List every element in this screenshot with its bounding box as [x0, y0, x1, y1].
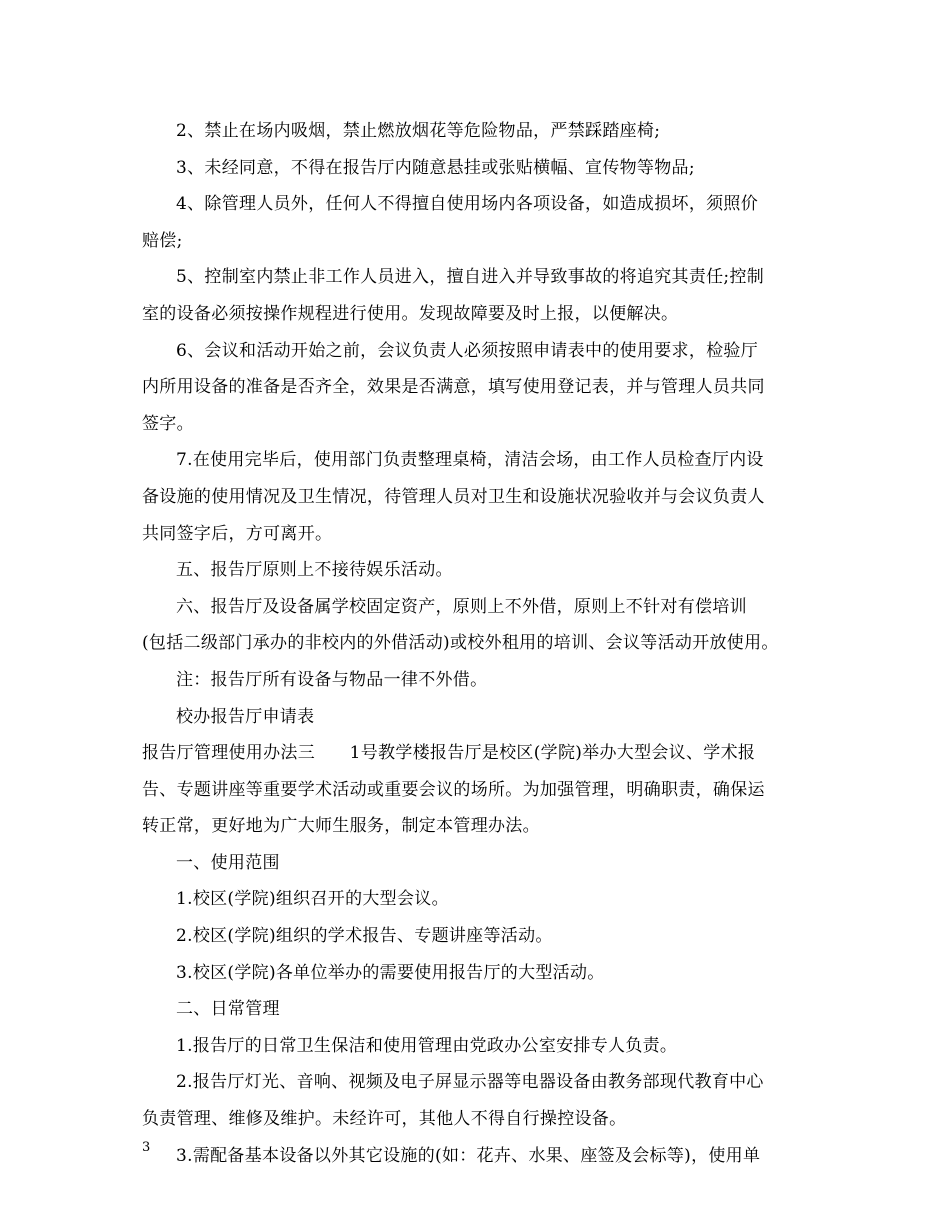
- text-line: 3.校区(学院)各单位举办的需要使用报告厅的大型活动。: [176, 962, 605, 983]
- text-line: 签字。: [142, 413, 194, 434]
- text-line: 校办报告厅申请表: [176, 706, 315, 727]
- text-line: 3、未经同意，不得在报告厅内随意悬挂或张贴横幅、宣传物等物品;: [176, 157, 695, 178]
- text-line: 1.报告厅的日常卫生保洁和使用管理由党政办公室安排专人负责。: [176, 1035, 678, 1056]
- text-line: 负责管理、维修及维护。未经许可，其他人不得自行操控设备。: [142, 1109, 627, 1130]
- text-line: 5、控制室内禁止非工作人员进入，擅自进入并导致事故的将追究其责任;控制: [176, 267, 765, 288]
- text-line: 2、禁止在场内吸烟，禁止燃放烟花等危险物品，严禁踩踏座椅;: [176, 121, 661, 141]
- text-line: 4、除管理人员外，任何人不得擅自使用场内各项设备，如造成损坏，须照价: [176, 194, 759, 215]
- text-line: 二、日常管理: [176, 999, 280, 1020]
- text-line: 7.在使用完毕后，使用部门负责整理桌椅，清洁会场，由工作人员检查厅内设: [176, 450, 764, 471]
- text-line: 注：报告厅所有设备与物品一律不外借。: [176, 669, 488, 690]
- text-line: 六、报告厅及设备属学校固定资产，原则上不外借，原则上不针对有偿培训: [176, 596, 747, 617]
- text-line: 室的设备必须按操作规程进行使用。发现故障要及时上报，以便解决。: [142, 303, 679, 324]
- text-line: 赔偿;: [142, 230, 183, 251]
- text-line: 1.校区(学院)组织召开的大型会议。: [176, 889, 449, 910]
- page-number: 3: [142, 1140, 151, 1155]
- text-line: 6、会议和活动开始之前，会议负责人必须按照申请表中的使用要求，检验厅: [176, 340, 759, 361]
- text-line: 转正常，更好地为广大师生服务，制定本管理办法。: [142, 816, 540, 837]
- text-line: 备设施的使用情况及卫生情况，待管理人员对卫生和设施状况验收并与会议负责人: [142, 486, 765, 507]
- text-line: 报告厅管理使用办法三 1号教学楼报告厅是校区(学院)举办大型会议、学术报: [142, 743, 756, 764]
- text-line: (包括二级部门承办的非校内的外借活动)或校外租用的培训、会议等活动开放使用。: [142, 633, 779, 654]
- text-line: 一、使用范围: [176, 852, 280, 873]
- document-body: [142, 113, 822, 1174]
- text-line: 3.需配备基本设备以外其它设施的(如：花卉、水果、座签及会标等)，使用单: [176, 1145, 761, 1166]
- text-line: 2.报告厅灯光、音响、视频及电子屏显示器等电器设备由教务部现代教育中心: [176, 1072, 764, 1093]
- text-line: 告、专题讲座等重要学术活动或重要会议的场所。为加强管理，明确职责，确保运: [142, 779, 765, 800]
- text-line: 五、报告厅原则上不接待娱乐活动。: [176, 560, 453, 581]
- text-line: 2.校区(学院)组织的学术报告、专题讲座等活动。: [176, 926, 553, 947]
- text-line: 共同签字后，方可离开。: [142, 523, 333, 544]
- text-line: 内所用设备的准备是否齐全，效果是否满意，填写使用登记表，并与管理人员共同: [142, 377, 765, 398]
